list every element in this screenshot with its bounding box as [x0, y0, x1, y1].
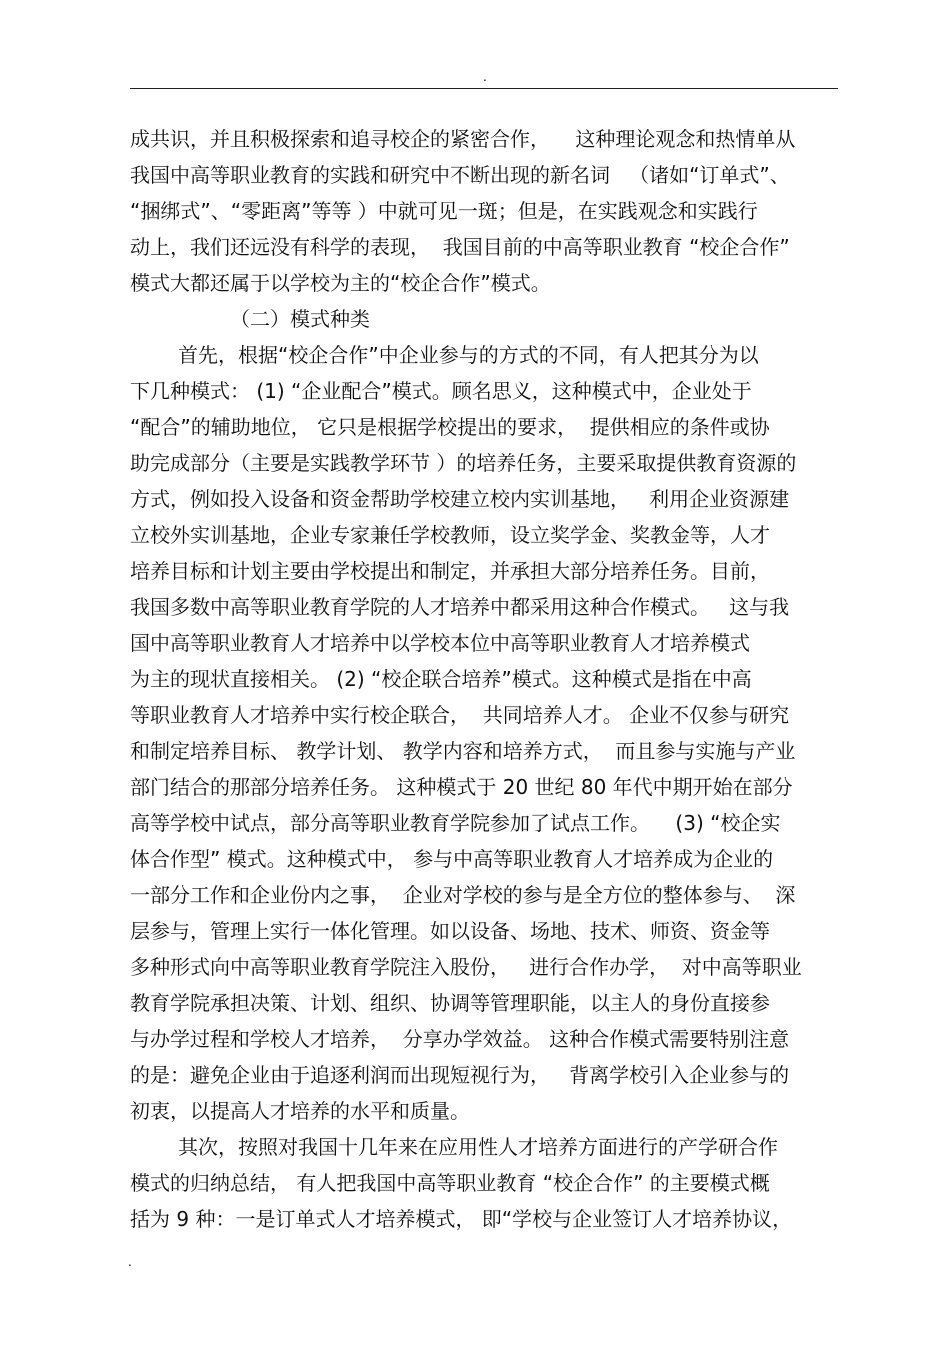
text-line: 与办学过程和学校人才培养， 分享办学效益。 这种合作模式需要特别注意	[130, 1027, 790, 1051]
text-line: 首先，根据“校企合作”中企业参与的方式的不同，有人把其分为以	[178, 343, 759, 367]
section-heading: （二）模式种类	[230, 307, 370, 331]
text-line: 部门结合的那部分培养任务。 这种模式于 20 世纪 80 年代中期开始在部分	[130, 775, 793, 799]
text-line: 体合作型” 模式。这种模式中， 参与中高等职业教育人才培养成为企业的	[130, 847, 774, 871]
text-line: 一部分工作和企业份内之事， 企业对学校的参与是全方位的整体参与、 深	[130, 883, 796, 907]
text-line: 多种形式向中高等职业教育学院注入股份， 进行合作办学， 对中高等职业	[130, 955, 802, 979]
header-rule	[130, 88, 838, 89]
text-line: 教育学院承担决策、计划、组织、协调等管理职能，以主人的身份直接参	[130, 991, 770, 1015]
text-line: 其次，按照对我国十几年来在应用性人才培养方面进行的产学研合作	[178, 1135, 778, 1159]
text-line: 国中高等职业教育人才培养中以学校本位中高等职业教育人才培养模式	[130, 631, 750, 655]
text-line: 高等学校中试点，部分高等职业教育学院参加了试点工作。 (3) “校企实	[130, 811, 781, 835]
text-line: 初衷，以提高人才培养的水平和质量。	[130, 1099, 470, 1123]
text-line: 为主的现状直接相关。 (2) “校企联合培养”模式。这种模式是指在中高	[130, 667, 752, 691]
text-line: 立校外实训基地，企业专家兼任学校教师，设立奖学金、奖教金等，人才	[130, 523, 770, 547]
text-line: 成共识，并且积极探索和追寻校企的紧密合作， 这种理论观念和热情单从	[130, 127, 796, 151]
text-line: 培养目标和计划主要由学校提出和制定，并承担大部分培养任务。目前，	[130, 559, 770, 583]
text-line: “捆绑式”、“零距离”等等 ）中就可见一斑；但是，在实践观念和实践行	[130, 199, 758, 223]
footer-mark: .	[128, 1255, 132, 1269]
text-line: 下几种模式： (1) “企业配合”模式。顾名思义，这种模式中，企业处于	[130, 379, 752, 403]
text-line: 助完成部分（主要是实践教学环节 ）的培养任务，主要采取提供教育资源的	[130, 451, 797, 475]
text-line: “配合”的辅助地位， 它只是根据学校提出的要求， 提供相应的条件或协	[130, 415, 770, 439]
text-line: 等职业教育人才培养中实行校企联合， 共同培养人才。 企业不仅参与研究	[130, 703, 790, 727]
header-mark: .	[483, 70, 487, 84]
text-line: 模式大都还属于以学校为主的“校企合作”模式。	[130, 271, 551, 295]
text-line: 层参与，管理上实行一体化管理。如以设备、场地、技术、师资、资金等	[130, 919, 770, 943]
text-line: 括为 9 种：一是订单式人才培养模式， 即“学校与企业签订人才培养协议，	[130, 1207, 793, 1231]
text-line: 和制定培养目标、 教学计划、 教学内容和培养方式， 而且参与实施与产业	[130, 739, 796, 763]
text-line: 动上，我们还远没有科学的表现， 我国目前的中高等职业教育 “校企合作”	[130, 235, 790, 259]
text-line: 的是：避免企业由于追逐利润而出现短视行为， 背离学校引入企业参与的	[130, 1063, 790, 1087]
text-line: 我国多数中高等职业教育学院的人才培养中都采用这种合作模式。 这与我	[130, 595, 790, 619]
text-line: 我国中高等职业教育的实践和研究中不断出现的新名词 （诸如“订单式”、	[130, 163, 790, 187]
text-line: 方式，例如投入设备和资金帮助学校建立校内实训基地， 利用企业资源建	[130, 487, 790, 511]
text-line: 模式的归纳总结， 有人把我国中高等职业教育 “校企合作” 的主要模式概	[130, 1171, 770, 1195]
